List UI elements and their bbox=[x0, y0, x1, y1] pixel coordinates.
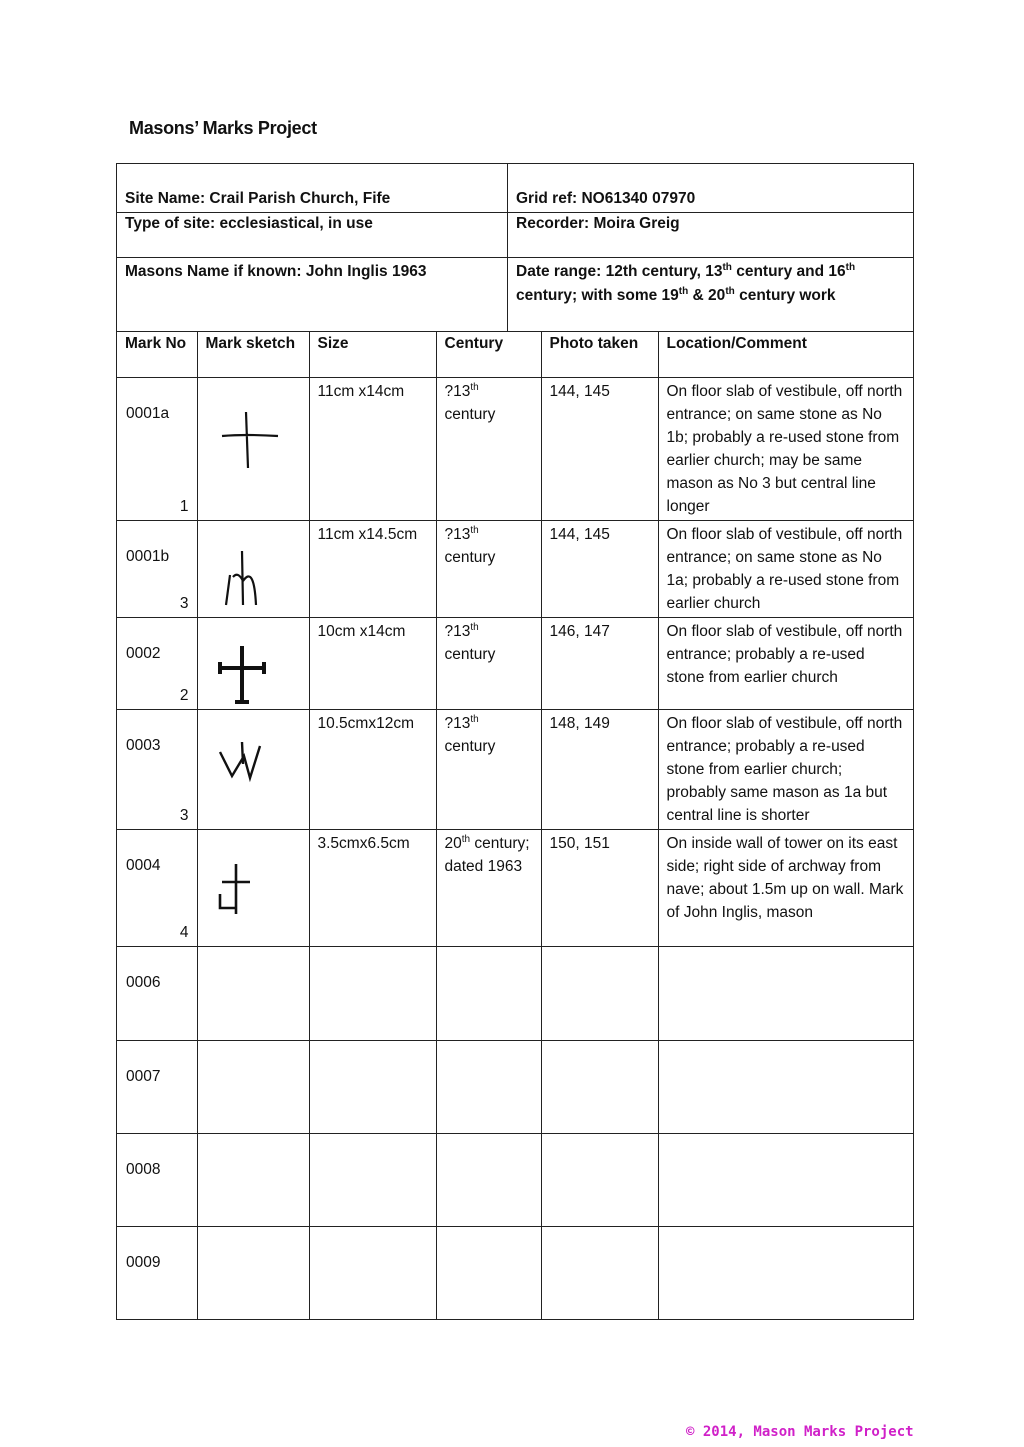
marks-table bbox=[117, 332, 913, 1319]
size-cell: 11cm x14.5cm bbox=[309, 520, 436, 617]
century-cell bbox=[436, 946, 541, 1040]
comment-cell bbox=[658, 1133, 913, 1226]
comment-cell: On floor slab of vestibule, off north entrance; probably a re-used stone from earlier church; probably same mason as 1a but central line is shorter bbox=[658, 709, 913, 829]
mark-code: 0009 bbox=[126, 1253, 161, 1271]
mark-no-cell bbox=[117, 377, 197, 520]
mark-code: 0003 bbox=[126, 736, 161, 754]
photo-cell: 148, 149 bbox=[541, 709, 658, 829]
table-row bbox=[117, 709, 913, 829]
photo-cell bbox=[541, 1133, 658, 1226]
mark-no-cell bbox=[117, 617, 197, 709]
table-row bbox=[117, 1133, 913, 1226]
century-cell: ?13th century bbox=[436, 377, 541, 520]
photo-cell: 144, 145 bbox=[541, 520, 658, 617]
comment-cell: On inside wall of tower on its east side; right side of archway from nave; about 1.5m up on wall. Mark of John Inglis, mason bbox=[658, 829, 913, 946]
photo-cell: 150, 151 bbox=[541, 829, 658, 946]
comment-cell: On floor slab of vestibule, off north entrance; probably a re-used stone from earlier church bbox=[658, 617, 913, 709]
mark-index: 2 bbox=[179, 686, 189, 704]
mark-no-cell bbox=[117, 829, 197, 946]
table-row bbox=[117, 377, 913, 520]
comment-cell bbox=[658, 946, 913, 1040]
table-row bbox=[117, 617, 913, 709]
photo-cell bbox=[541, 1226, 658, 1319]
photo-cell bbox=[541, 946, 658, 1040]
mark-no-cell bbox=[117, 1226, 197, 1319]
table-row bbox=[117, 1226, 913, 1319]
comment-cell bbox=[658, 1226, 913, 1319]
date-range: Date range: 12th century, 13th century and 16th century; with some 19th & 20th century work bbox=[508, 258, 913, 332]
site-type: Type of site: ecclesiastical, in use bbox=[117, 213, 508, 258]
photo-cell bbox=[541, 1040, 658, 1133]
grid-ref: Grid ref: NO61340 07970 bbox=[508, 164, 913, 213]
mark-no-cell bbox=[117, 520, 197, 617]
copyright-notice: © 2014, Mason Marks Project bbox=[686, 1424, 914, 1440]
mark-code: 0004 bbox=[126, 856, 161, 874]
size-cell bbox=[309, 1040, 436, 1133]
photo-cell: 146, 147 bbox=[541, 617, 658, 709]
mark-no-cell bbox=[117, 1133, 197, 1226]
mark-code: 0007 bbox=[126, 1067, 161, 1085]
table-row bbox=[117, 1040, 913, 1133]
mark-sketch-cell bbox=[197, 520, 309, 617]
century-cell bbox=[436, 1226, 541, 1319]
mason-name: Masons Name if known: John Inglis 1963 bbox=[117, 258, 508, 332]
table-row bbox=[117, 520, 913, 617]
mark-sketch-cell bbox=[197, 829, 309, 946]
col-mark-sketch: Mark sketch bbox=[197, 332, 309, 377]
photo-cell: 144, 145 bbox=[541, 377, 658, 520]
mark-index: 3 bbox=[179, 594, 189, 612]
size-cell bbox=[309, 1133, 436, 1226]
comment-cell: On floor slab of vestibule, off north entrance; on same stone as No 1b; probably a re-used stone from earlier church; may be same mason as No 3 but central line longer bbox=[658, 377, 913, 520]
mark-sketch-cell bbox=[197, 709, 309, 829]
mark-code: 0006 bbox=[126, 973, 161, 991]
col-mark-no: Mark No bbox=[117, 332, 197, 377]
table-row bbox=[117, 829, 913, 946]
mark-code: 0002 bbox=[126, 644, 161, 662]
century-cell: ?13th century bbox=[436, 709, 541, 829]
century-cell bbox=[436, 1133, 541, 1226]
mark-sketch-cell bbox=[197, 1133, 309, 1226]
mark-no-cell bbox=[117, 1040, 197, 1133]
size-cell bbox=[309, 1226, 436, 1319]
mark-code: 0008 bbox=[126, 1160, 161, 1178]
size-cell bbox=[309, 946, 436, 1040]
col-century: Century bbox=[436, 332, 541, 377]
document-title: Masons’ Marks Project bbox=[129, 118, 317, 138]
mark-sketch-cell bbox=[197, 617, 309, 709]
mark-code: 0001a bbox=[126, 404, 170, 422]
mark-sketch-cell bbox=[197, 946, 309, 1040]
mark-no-cell bbox=[117, 709, 197, 829]
size-cell: 11cm x14cm bbox=[309, 377, 436, 520]
century-cell: ?13th century bbox=[436, 520, 541, 617]
mark-index: 1 bbox=[179, 497, 189, 515]
mark-sketch-cell bbox=[197, 377, 309, 520]
mark-sketch-cell bbox=[197, 1226, 309, 1319]
site-name: Site Name: Crail Parish Church, Fife bbox=[117, 164, 508, 213]
century-cell: 20th century; dated 1963 bbox=[436, 829, 541, 946]
size-cell: 3.5cmx6.5cm bbox=[309, 829, 436, 946]
mark-index: 4 bbox=[179, 923, 189, 941]
record-sheet bbox=[116, 163, 914, 1320]
recorder: Recorder: Moira Greig bbox=[508, 213, 913, 258]
header-block bbox=[117, 164, 913, 332]
century-cell bbox=[436, 1040, 541, 1133]
comment-cell bbox=[658, 1040, 913, 1133]
size-cell: 10cm x14cm bbox=[309, 617, 436, 709]
comment-cell: On floor slab of vestibule, off north entrance; on same stone as No 1a; probably a re-used stone from earlier church bbox=[658, 520, 913, 617]
col-photo: Photo taken bbox=[541, 332, 658, 377]
size-cell: 10.5cmx12cm bbox=[309, 709, 436, 829]
mark-index: 3 bbox=[179, 806, 189, 824]
mark-sketch-cell bbox=[197, 1040, 309, 1133]
table-row bbox=[117, 946, 913, 1040]
mark-no-cell bbox=[117, 946, 197, 1040]
col-location: Location/Comment bbox=[658, 332, 913, 377]
mark-code: 0001b bbox=[126, 547, 170, 565]
table-header-row bbox=[117, 332, 913, 377]
century-cell: ?13th century bbox=[436, 617, 541, 709]
col-size: Size bbox=[309, 332, 436, 377]
